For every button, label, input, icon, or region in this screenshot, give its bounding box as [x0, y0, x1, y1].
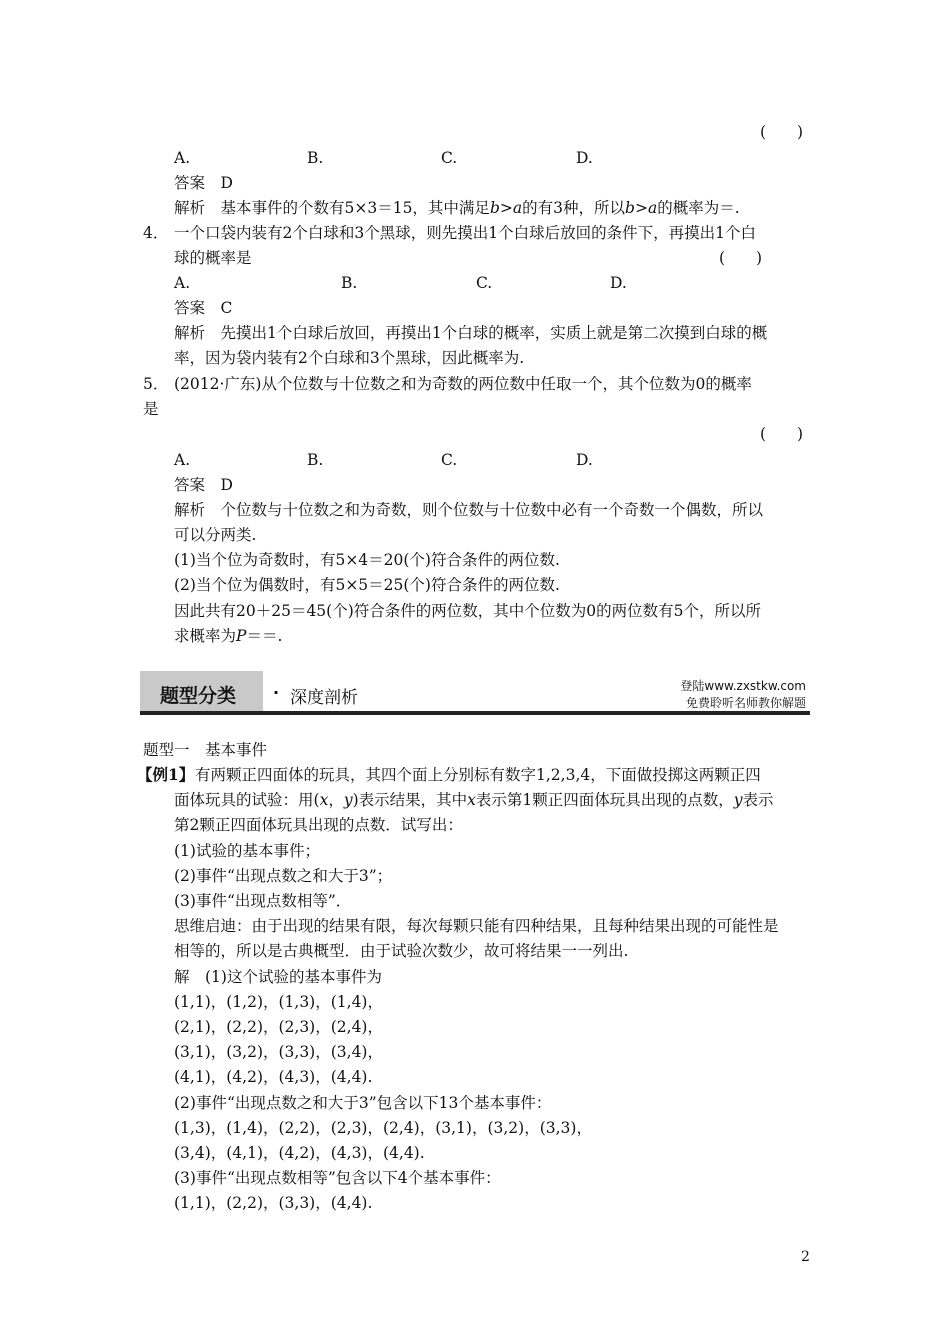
- event2-row-2: (3,4)，(4,1)，(4,2)，(4,3)，(4,4).: [174, 1144, 425, 1162]
- event-row-4: (4,1)，(4,2)，(4,3)，(4,4).: [174, 1068, 373, 1086]
- q4-option-c: C.: [476, 274, 493, 292]
- event3-intro: (3)事件“出现点数相等”包含以下4个基本事件：: [174, 1169, 501, 1187]
- q5-analysis-line1: 解析 个位数与十位数之和为奇数，则个位数与十位数中必有一个奇数一个偶数，所以: [174, 501, 764, 519]
- q5-case2: (2)当个位为偶数时，有5×5＝25(个)符合条件的两位数.: [174, 576, 560, 594]
- q4-answer: 答案 C: [174, 299, 233, 317]
- event-row-2: (2,1)，(2,2)，(2,3)，(2,4)，: [174, 1018, 383, 1036]
- q3-analysis-text-a: 解析 基本事件的个数有5×3＝15，其中满足: [174, 199, 490, 217]
- q4-number: 4．: [143, 224, 169, 242]
- q5-total-line1: 因此共有20＋25＝45(个)符合条件的两位数，其中个位数为0的两位数有5个，所以所: [174, 602, 761, 620]
- q3-paren: ( ): [760, 123, 804, 141]
- ex1-var-y: y: [343, 791, 353, 809]
- q4-paren: ( ): [719, 249, 763, 267]
- example1-line2: [174, 789, 774, 811]
- banner-subtitle: 深度剖析: [290, 688, 358, 708]
- q5-number: 5．: [143, 375, 169, 393]
- event-row-1: (1,1)，(1,2)，(1,3)，(1,4)，: [174, 993, 383, 1011]
- example1-sub2: (2)事件“出现点数之和大于3”；: [174, 867, 393, 885]
- q5-option-a: A.: [174, 451, 191, 469]
- think-line1: 思维启迪：由于出现的结果有限，每次每颗只能有四种结果，且每种结果出现的可能性是: [174, 917, 779, 935]
- q4-option-d: D.: [610, 274, 627, 292]
- banner-website: 登陆www.zxstkw.com: [680, 679, 806, 693]
- q4-option-b: B.: [341, 274, 358, 292]
- q5-line1: (2012·广东)从个位数与十位数之和为奇数的两位数中任取一个，其个位数为0的概率: [174, 375, 752, 393]
- banner-dot: ·: [273, 683, 280, 702]
- section-banner: [140, 671, 810, 717]
- event3-row-1: (1,1)，(2,2)，(3,3)，(4,4).: [174, 1194, 373, 1212]
- q5-paren: ( ): [760, 425, 804, 443]
- q4-line2: 球的概率是: [174, 249, 252, 267]
- ex1-text-a: 面体玩具的试验：用(: [174, 791, 320, 809]
- q3-option-a: A.: [174, 149, 191, 167]
- ex1-comma: ，: [328, 791, 344, 809]
- q3-var-b: b: [489, 199, 500, 217]
- banner-slogan: 免费聆听名师教你解题: [685, 696, 806, 710]
- q3-gt: >: [499, 199, 513, 217]
- q5-total-text-a: 求概率为: [174, 627, 237, 645]
- q3-analysis-text-b: 的有3种，所以: [522, 199, 625, 217]
- ex1-var-x2: x: [467, 791, 476, 809]
- ex1-var-x: x: [319, 791, 329, 809]
- q4-analysis-line1: 解析 先摸出1个白球后放回，再摸出1个白球的概率，实质上就是第二次摸到白球的概: [174, 324, 768, 342]
- q4-analysis-line2: 率，因为袋内装有2个白球和3个黑球，因此概率为.: [174, 349, 525, 367]
- page-number: 2: [801, 1249, 810, 1265]
- banner-title: 题型分类: [160, 685, 237, 707]
- q3-gt2: >: [634, 199, 648, 217]
- example1-line1: 有两颗正四面体的玩具，其四个面上分别标有数字1,2,3,4，下面做投掷这两颗正四: [195, 766, 761, 784]
- q5-var-p: P: [236, 627, 247, 645]
- q5-option-d: D.: [576, 451, 593, 469]
- q4-line1: 一个口袋内装有2个白球和3个黑球，则先摸出1个白球后放回的条件下，再摸出1个白: [174, 224, 756, 242]
- q3-analysis-text-c: 的概率为＝.: [657, 199, 740, 217]
- q5-option-c: C.: [441, 451, 458, 469]
- ex1-text-d: 表示第1颗正四面体玩具出现的点数，: [475, 791, 734, 809]
- event2-row-1: (1,3)，(1,4)，(2,2)，(2,3)，(2,4)，(3,1)，(3,2)，(3,3)，: [174, 1119, 592, 1137]
- q3-option-d: D.: [576, 149, 593, 167]
- q3-analysis: [174, 197, 740, 219]
- ex1-text-b: )表示结果，其中: [352, 791, 468, 809]
- q5-total-line2: [174, 625, 282, 647]
- q5-case1: (1)当个位为奇数时，有5×4＝20(个)符合条件的两位数.: [174, 551, 560, 569]
- q3-option-b: B.: [307, 149, 324, 167]
- q3-answer: 答案 D: [174, 174, 233, 192]
- q3-var-b2: b: [625, 199, 635, 217]
- q3-option-c: C.: [441, 149, 458, 167]
- q5-option-b: B.: [307, 451, 324, 469]
- ex1-var-y2: y: [733, 791, 743, 809]
- q3-var-a: a: [512, 199, 523, 217]
- think-line2: 相等的，所以是古典概型．由于试验次数少，故可将结果一一列出.: [174, 942, 629, 960]
- solution-intro: 解 (1)这个试验的基本事件为: [174, 968, 382, 986]
- q5-answer: 答案 D: [174, 476, 233, 494]
- q5-line2: 是: [143, 400, 159, 418]
- example1-line3: 第2颗正四面体玩具出现的点数．试写出：: [174, 816, 463, 834]
- event2-intro: (2)事件“出现点数之和大于3”包含以下13个基本事件：: [174, 1094, 552, 1112]
- q3-var-a2: a: [647, 199, 658, 217]
- banner-rule: [140, 711, 810, 715]
- example1-sub3: (3)事件“出现点数相等”．: [174, 892, 352, 910]
- type1-heading: 题型一 基本事件: [143, 741, 268, 759]
- example1-sub1: (1)试验的基本事件；: [174, 842, 320, 860]
- event-row-3: (3,1)，(3,2)，(3,3)，(3,4)，: [174, 1043, 383, 1061]
- q5-analysis-line2: 可以分两类.: [174, 526, 257, 544]
- q5-total-text-b: ＝＝.: [246, 627, 283, 645]
- example1-label: 【例1】: [137, 765, 195, 784]
- q4-option-a: A.: [174, 274, 191, 292]
- ex1-text-e: 表示: [742, 791, 774, 809]
